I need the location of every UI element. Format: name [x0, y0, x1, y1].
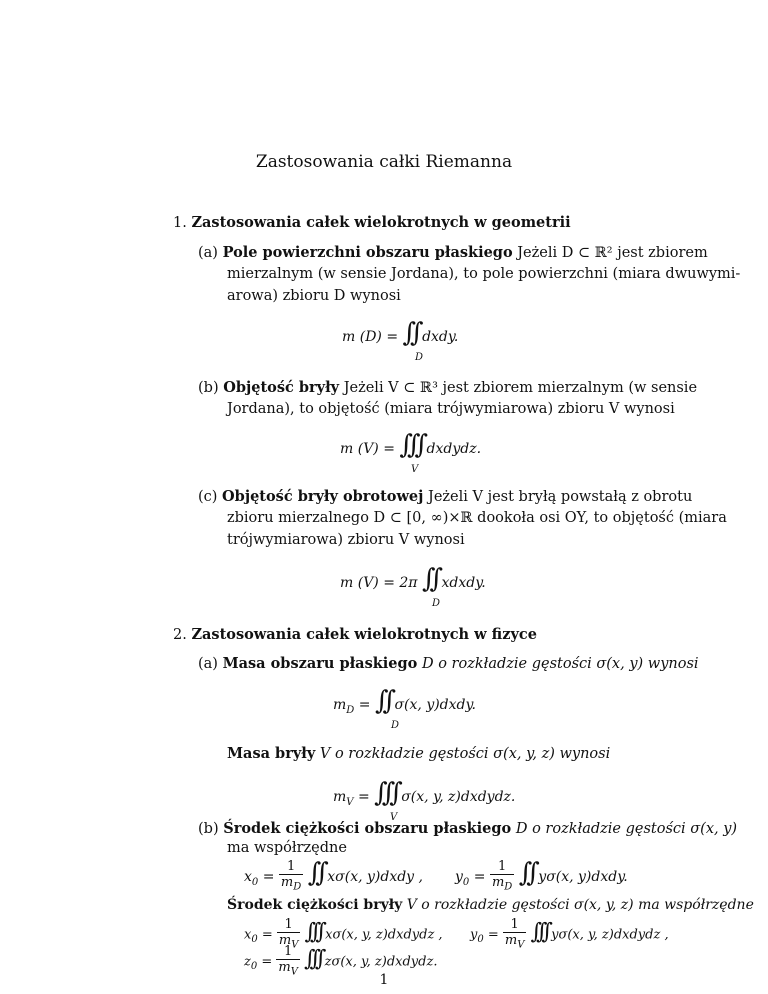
formula-volume [340, 430, 481, 460]
subscript: D [504, 881, 513, 893]
formula-integrand: xdxdy. [441, 575, 486, 591]
formula-centroid-solid-y: $y_0$ = $\frac{1}{m_V}$ ∫∫∫ yσ(x, y, z)dxdydz , [470, 917, 669, 951]
section-1-heading [173, 214, 571, 231]
section-2-heading [173, 626, 537, 643]
formula-centroid-solid-z: $z_0$ = $\frac{1}{m_V}$ ∫∫∫ zσ(x, y, z)dxdydz. [244, 944, 438, 978]
item-2a-text2: V o rozkładzie gęstości σ(x, y, z) wynosi [319, 746, 611, 762]
fraction-numerator: 1 [284, 944, 293, 959]
fraction-denominator [490, 874, 514, 895]
item-1c-text: Jeżeli V jest bryłą powstałą z obrotu [428, 489, 693, 505]
formula-centroid-plane-x: $x_0$ = $\frac{1}{m_D}$ ∫∫ xσ(x, y)dxdy , [244, 858, 423, 893]
integral-limit: V [411, 464, 419, 475]
fraction [503, 917, 527, 953]
triple-integral-icon: ∫∫∫ [304, 919, 321, 945]
fraction-denominator: $m_V$ [278, 960, 298, 978]
formula-area [342, 318, 458, 348]
subscript: 0 [251, 876, 259, 888]
fraction-denominator: $m_V$ [504, 933, 525, 951]
item-1a-text: Jeżeli D ⊂ ℝ² jest zbiorem [517, 245, 708, 261]
item-2b-bold2-compact: Środek ciężkości bryły [227, 897, 403, 913]
item-label: (a) [198, 656, 218, 672]
var: z [244, 954, 251, 970]
double-integral-icon: ∫∫ [307, 858, 323, 888]
formula-integrand: xσ(x, y)dxdy , [327, 869, 423, 885]
formula-integrand: xσ(x, y, z)dxdydz , [325, 927, 443, 943]
formula-lhs: m [333, 697, 347, 713]
item-1a-line1 [198, 244, 708, 261]
double-integral-icon: ∫∫ [402, 318, 418, 348]
item-1b-bold: Objętość bryły [223, 379, 340, 396]
formula-integrand: yσ(x, y)dxdy. [538, 869, 628, 885]
item-2a-line1 [198, 655, 699, 672]
formula-lhs: m (D) = [342, 329, 399, 345]
subscript: D [293, 881, 302, 893]
var-y: y [455, 869, 463, 885]
item-2b-bold: Środek ciężkości obszaru płaskiego [223, 820, 512, 837]
formula-integrand: σ(x, y, z)dxdydz. [401, 789, 516, 805]
double-integral-icon: ∫∫ [374, 686, 391, 716]
item-1b-line2: Jordana), to objętość (miara trójwymiarowa) zbioru V wynosi [227, 401, 675, 417]
var-m: m [491, 875, 505, 891]
item-label: (b) [198, 380, 219, 396]
item-2b-text2-compact: V o rozkładzie gęstości σ(x, y, z) ma współrzędne [402, 897, 754, 913]
formula-centroid-plane-y: $y_0$ = $\frac{1}{m_D}$ ∫∫ yσ(x, y)dxdy. [455, 858, 628, 893]
item-1a-bold: Pole powierzchni obszaru płaskiego [222, 244, 513, 261]
integral-limit: D [432, 598, 441, 609]
triple-integral-icon: ∫∫∫ [304, 946, 321, 972]
item-2b-line1 [198, 820, 737, 837]
fraction-numerator: 1 [510, 917, 519, 932]
item-label: (a) [198, 245, 218, 261]
formula-integrand: dxdy. [422, 329, 459, 345]
fraction-numerator: 1 [284, 917, 293, 932]
item-1c-line2: zbioru mierzalnego D ⊂ [0, ∞)×ℝ dookoła osi OY, to objętość (miara [227, 510, 727, 526]
var: x [244, 927, 252, 943]
item-label: (b) [198, 821, 219, 837]
item-2b-text: D o rozkładzie gęstości σ(x, y) [515, 821, 738, 837]
section-1-title: Zastosowania całek wielokrotnych w geometrii [191, 214, 571, 231]
page-number: 1 [379, 972, 389, 988]
integral-limit: D [391, 720, 400, 731]
item-1a-line3: arowa) zbioru D wynosi [227, 288, 401, 304]
section-1-number: 1. [173, 215, 187, 231]
formula-subscript: D [346, 704, 355, 716]
formula-rotation-volume [340, 564, 486, 594]
triple-integral-icon: ∫∫∫ [399, 430, 423, 460]
formula-mass-solid: $m_V$ = ∫∫∫ σ(x, y, z)dxdydz. [333, 778, 516, 808]
integral-limit: D [415, 352, 424, 363]
subscript: 0 [251, 933, 258, 945]
item-1c-bold: Objętość bryły obrotowej [222, 488, 424, 505]
item-2b-solid-line-compact [227, 897, 754, 913]
triple-integral-icon: ∫∫∫ [374, 778, 397, 808]
formula-lhs: m (V) = [340, 441, 395, 457]
item-1a-line2: mierzalnym (w sensie Jordana), to pole powierzchni (miara dwuwymi- [227, 266, 741, 282]
item-2a-bold2: Masa bryły [227, 745, 316, 762]
section-2-number: 2. [173, 627, 187, 643]
integral-limit: V [390, 812, 398, 823]
item-2a-text: D o rozkładzie gęstości σ(x, y) wynosi [421, 656, 699, 672]
fraction [279, 859, 303, 895]
fraction-numerator: 1 [286, 859, 296, 875]
subscript: 0 [462, 876, 470, 888]
item-2a-solid-line [227, 745, 610, 762]
formula-integrand: σ(x, y)dxdy. [394, 697, 477, 713]
fraction [490, 859, 514, 895]
subscript: 0 [477, 933, 484, 945]
item-1b-text: Jeżeli V ⊂ ℝ³ jest zbiorem mierzalnym (w sensie [343, 380, 698, 396]
double-integral-icon: ∫∫ [518, 858, 534, 888]
formula-lhs: m (V) = 2π [340, 575, 418, 591]
formula-lhs: m [333, 789, 347, 805]
fraction-denominator: $m_V$ [278, 933, 299, 951]
formula-centroid-solid-x: $x_0$ = $\frac{1}{m_V}$ ∫∫∫ xσ(x, y, z)dxdydz , [244, 917, 443, 951]
item-label: (c) [198, 489, 218, 505]
section-2-title: Zastosowania całek wielokrotnych w fizyce [191, 626, 537, 643]
item-1c-line3: trójwymiarowa) zbioru V wynosi [227, 532, 465, 548]
formula-subscript: V [346, 796, 354, 808]
formula-integrand: dxdydz. [426, 441, 482, 457]
fraction [276, 944, 300, 980]
item-2b-line2: ma współrzędne [227, 840, 347, 856]
formula-integrand: yσ(x, y, z)dxdydz , [551, 927, 669, 943]
item-1c-line1 [198, 488, 692, 505]
var-m: m [280, 875, 294, 891]
item-1b-line1 [198, 379, 697, 396]
double-integral-icon: ∫∫ [421, 564, 438, 594]
fraction-numerator: 1 [497, 859, 507, 875]
page-title: Zastosowania całki Riemanna [255, 152, 513, 172]
item-2a-bold: Masa obszaru płaskiego [222, 655, 418, 672]
subscript: 0 [250, 960, 258, 972]
fraction-denominator [279, 874, 303, 895]
formula-integrand: zσ(x, y, z)dxdydz. [324, 954, 438, 970]
triple-integral-icon: ∫∫∫ [530, 919, 547, 945]
var: y [470, 927, 478, 943]
formula-mass-plane: $m_D$ = ∫∫ σ(x, y)dxdy. [333, 686, 477, 716]
var-x: x [244, 869, 252, 885]
